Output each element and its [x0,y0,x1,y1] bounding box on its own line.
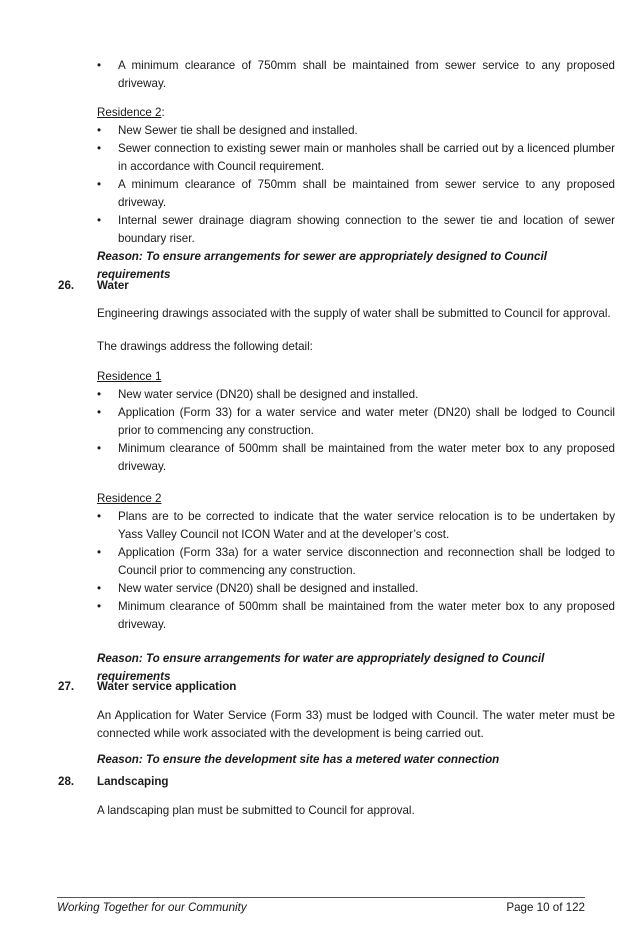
paragraph: An Application for Water Service (Form 33) must be lodged with Council. The water meter must be connected while work associated with the development is being carried out. [97,709,615,740]
list-item: • Application (Form 33a) for a water service disconnection and reconnection shall be lodged to Council prior to commencing any construction. [97,544,615,580]
list-item: • New water service (DN20) shall be designed and installed. [97,580,615,598]
sewer-residence1-continued [97,57,615,93]
list-item: • New water service (DN20) shall be designed and installed. [97,386,615,404]
water-reason: Reason: To ensure arrangements for water are appropriately designed to Council requirements [97,652,545,683]
water-residence1-section [97,368,615,476]
residence-heading-suffix: : [161,106,165,119]
list-item: • A minimum clearance of 750mm shall be maintained from sewer service to any proposed driveway. [97,57,615,93]
list-item: • Sewer connection to existing sewer main or manholes shall be carried out by a licenced plumber in accordance with Council requirement. [97,140,615,176]
paragraph: A landscaping plan must be submitted to Council for approval. [97,804,415,817]
residence-heading-text: Residence 2 [97,106,162,119]
section-title: Water [97,279,129,292]
footer-tagline: Working Together for our Community [57,901,247,914]
list-item: • Plans are to be corrected to indicate that the water service relocation is to be undertaken by Yass Valley Council not ICON Water and at the developer’s cost. [97,508,615,544]
sewer-residence2-section [97,104,615,248]
list-item: • Application (Form 33) for a water service and water meter (DN20) shall be lodged to Council prior to commencing any construction. [97,404,615,440]
section-number: 27. [58,680,75,693]
residence-heading: Residence 1 [97,370,162,383]
page-number: Page 10 of 122 [506,901,585,914]
list-item: • Internal sewer drainage diagram showing connection to the sewer tie and location of sewer boundary riser. [97,212,615,248]
section-title: Water service application [97,680,237,693]
list-item: • A minimum clearance of 750mm shall be maintained from sewer service to any proposed driveway. [97,176,615,212]
section-number: 28. [58,775,75,788]
section-title: Landscaping [97,775,169,788]
paragraph: Engineering drawings associated with the supply of water shall be submitted to Council for approval. [97,307,611,320]
list-item: • Minimum clearance of 500mm shall be maintained from the water meter box to any proposed driveway. [97,440,615,476]
paragraph: The drawings address the following detail: [97,340,313,353]
section-number: 26. [58,279,75,292]
water-residence2-section [97,490,615,634]
footer-divider [57,897,585,898]
sewer-reason: Reason: To ensure arrangements for sewer are appropriately designed to Council requirements [97,250,547,281]
water-service-reason: Reason: To ensure the development site has a metered water connection [97,753,500,766]
list-item: • Minimum clearance of 500mm shall be maintained from the water meter box to any proposed driveway. [97,598,615,634]
list-item: • New Sewer tie shall be designed and installed. [97,122,615,140]
residence-heading: Residence 2 [97,492,162,505]
residence-heading [97,104,615,122]
